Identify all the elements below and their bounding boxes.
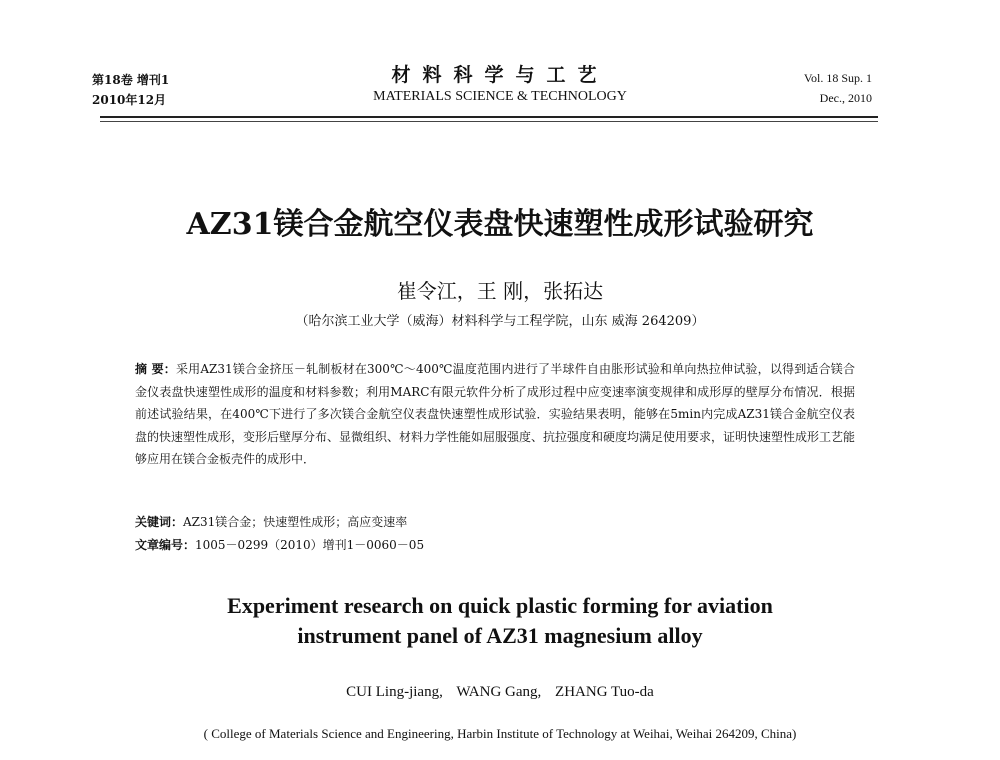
journal-title-en: MATERIALS SCIENCE & TECHNOLOGY bbox=[373, 89, 627, 104]
title-en-line2: instrument panel of AZ31 magnesium alloy bbox=[297, 623, 703, 648]
volume-cn: 第18卷 增刊1 bbox=[92, 73, 170, 87]
abstract-text: 采用AZ31镁合金挤压－轧制板材在300℃～400℃温度范围内进行了半球件自由胀形试验和单向热拉伸试验，以得到适合镁合金仪表盘快速塑性成形的温度和材料参数；利用MARC有限元软件分析了成形过程中应变速率演变规律和成形厚的壁厚分布情况．根据前述试验结果，在400℃下进行了多次镁合金航空仪表盘快速塑性成形试验．实验结果表明，能够在5min内完成AZ31镁合金航空仪表盘的快速塑性成形，变形后壁厚分布、显微组织、材料力学性能如屈服强度、抗拉强度和硬度均满足使用要求，证明快速塑性成形工艺能够应用在镁合金板壳件的成形中． bbox=[135, 362, 856, 466]
paper-title-cn: AZ31镁合金航空仪表盘快速塑性成形试验研究 bbox=[186, 207, 814, 242]
title-en-line1: Experiment research on quick plastic forming for aviation bbox=[227, 593, 773, 618]
authors-cn: 崔令江，王 刚，张拓达 bbox=[396, 279, 604, 303]
keywords bbox=[135, 512, 855, 532]
affiliation-cn: （哈尔滨工业大学（威海）材料科学与工程学院，山东 威海 264209） bbox=[295, 314, 705, 329]
keywords-label: 关键词： bbox=[135, 515, 184, 529]
article-number-label: 文章编号： bbox=[135, 538, 196, 552]
header-left bbox=[92, 70, 169, 110]
journal-title-cn: 材料科学与工艺 bbox=[391, 64, 609, 86]
affiliation-en: ( College of Materials Science and Engineering, Harbin Institute of Technology at Weihai, Weihai 264209, China) bbox=[203, 726, 797, 741]
header-right bbox=[804, 68, 872, 108]
abstract-label: 摘 要： bbox=[135, 362, 176, 376]
date-cn: 2010年12月 bbox=[92, 93, 167, 107]
paper-title-en bbox=[100, 591, 900, 651]
author-en: WANG Gang, bbox=[456, 684, 542, 700]
header-rule-thick bbox=[100, 116, 878, 118]
author-en: ZHANG Tuo-da bbox=[555, 684, 654, 700]
authors-en bbox=[0, 682, 1000, 702]
keywords-text: AZ31镁合金；快速塑性成形；高应变速率 bbox=[183, 515, 408, 529]
article-number-text: 1005－0299（2010）增刊1－0060－05 bbox=[195, 538, 425, 552]
volume-en: Vol. 18 Sup. 1 bbox=[803, 71, 872, 85]
header-rule-thin bbox=[100, 121, 878, 122]
date-en: Dec., 2010 bbox=[819, 91, 872, 105]
article-number bbox=[135, 535, 855, 555]
author-en: CUI Ling-jiang, bbox=[346, 684, 443, 700]
journal-header bbox=[320, 62, 680, 106]
abstract bbox=[135, 358, 855, 471]
